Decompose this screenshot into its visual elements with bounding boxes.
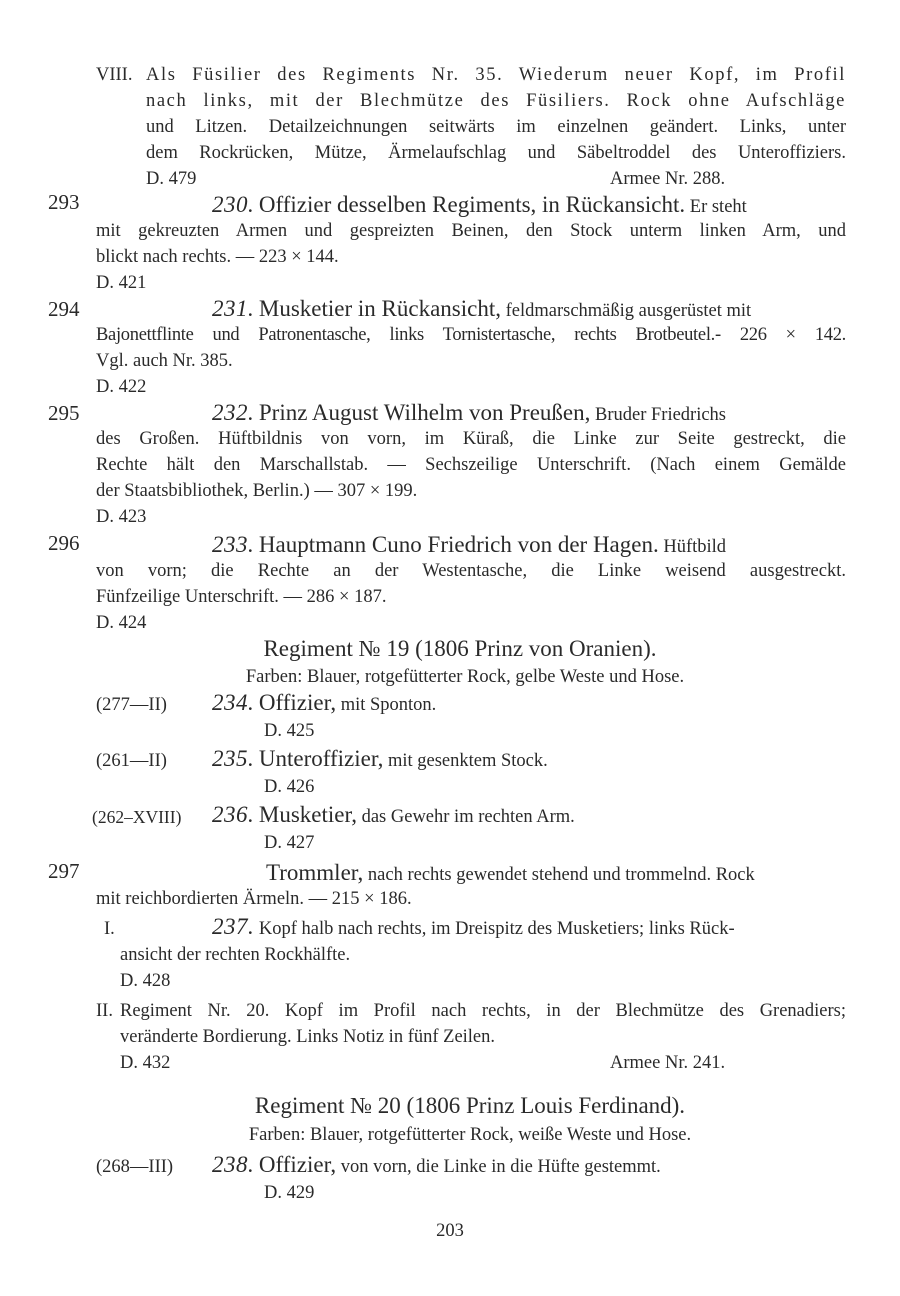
entry-text: Kopf halb nach rechts, im Dreispitz des Musketiers; links Rück-	[258, 919, 735, 939]
entry-294-dnum: D. 422	[96, 377, 147, 397]
entry-text: feldmarschmäßig ausgerüstet mit	[505, 301, 752, 321]
entry-238-head	[212, 1152, 661, 1180]
entry-text: mit Sponton.	[340, 695, 437, 715]
entry-295-line: der Staatsbibliothek, Berlin.) — 307 × 199.	[96, 481, 418, 501]
entry-295-head	[212, 400, 726, 428]
entry-293-line: mit gekreuzten Armen und gespreizten Beinen, den Stock unterm linken Arm, und	[96, 221, 846, 241]
entry-text: Bruder Friedrichs	[595, 405, 727, 425]
catalog-number: 230.	[212, 192, 255, 217]
entry-294-line: Vgl. auch Nr. 385.	[96, 351, 233, 371]
entry-number-293: 293	[48, 190, 80, 214]
entry-297-line: mit reichbordierten Ärmeln. — 215 × 186.	[96, 889, 412, 909]
entry-title: Trommler,	[266, 860, 364, 885]
entry-title: Offizier,	[258, 690, 337, 715]
entry-viii-label: VIII.	[96, 65, 133, 85]
entry-236-dnum: D. 427	[264, 833, 315, 853]
entry-number-295: 295	[48, 401, 80, 425]
entry-235-head	[212, 746, 548, 774]
entry-297-ii-dnum: D. 432	[120, 1053, 171, 1073]
entry-number-297: 297	[48, 859, 80, 883]
item-ref: (262–XVIII)	[92, 807, 182, 827]
entry-238-dnum: D. 429	[264, 1183, 315, 1203]
entry-234-head	[212, 690, 436, 718]
entry-text: nach rechts gewendet stehend und trommelnd. Rock	[367, 865, 755, 885]
entry-number-294: 294	[48, 297, 80, 321]
entry-237-dnum: D. 428	[120, 971, 171, 991]
entry-296-head	[212, 532, 726, 560]
section-heading: Regiment № 19 (1806 Prinz von Oranien).	[263, 636, 657, 661]
section-colors: Farben: Blauer, rotgefütterter Rock, gelbe Weste und Hose.	[245, 667, 685, 687]
item-ref: (277—II)	[96, 695, 167, 715]
entry-text: mit gesenktem Stock.	[387, 751, 548, 771]
entry-viii-line: und Litzen. Detailzeichnungen seitwärts im einzelnen geändert. Links, unter	[146, 117, 846, 137]
entry-297-ii-line: Regiment Nr. 20. Kopf im Profil nach rechts, in der Blechmütze des Grenadiers;	[120, 1001, 846, 1021]
page-number: 203	[436, 1221, 464, 1241]
entry-235-dnum: D. 426	[264, 777, 315, 797]
entry-title: Prinz August Wilhelm von Preußen,	[258, 400, 591, 425]
catalog-number: 235.	[212, 746, 255, 771]
entry-293-dnum: D. 421	[96, 273, 147, 293]
entry-237-line: ansicht der rechten Rockhälfte.	[120, 945, 351, 965]
entry-text: das Gewehr im rechten Arm.	[361, 807, 575, 827]
entry-297-head	[266, 860, 755, 888]
item-ref: (268—III)	[96, 1157, 174, 1177]
entry-title: Musketier in Rückansicht,	[258, 296, 501, 321]
entry-number-296: 296	[48, 531, 80, 555]
entry-text: Hüftbild	[663, 537, 727, 557]
entry-234-dnum: D. 425	[264, 721, 315, 741]
subentry-label: II.	[96, 1001, 113, 1021]
entry-295-line: des Großen. Hüftbildnis von vorn, im Küraß, die Linke zur Seite gestreckt, die	[96, 429, 846, 449]
entry-296-dnum: D. 424	[96, 613, 147, 633]
catalog-number: 238.	[212, 1152, 255, 1177]
section-heading: Regiment № 20 (1806 Prinz Louis Ferdinand).	[254, 1093, 686, 1118]
entry-viii-line: dem Rockrücken, Mütze, Ärmelaufschlag und Säbeltroddel des Unteroffiziers.	[146, 143, 846, 163]
entry-text: von vorn, die Linke in die Hüfte gestemmt.	[340, 1157, 661, 1177]
entry-295-dnum: D. 423	[96, 507, 147, 527]
entry-293-line: blickt nach rechts. — 223 × 144.	[96, 247, 339, 267]
catalog-number: 236.	[212, 802, 255, 827]
entry-297-ii-line: veränderte Bordierung. Links Notiz in fünf Zeilen.	[120, 1027, 496, 1047]
subentry-label: I.	[104, 919, 115, 939]
entry-title: Musketier,	[258, 802, 357, 827]
entry-296-line: Fünfzeilige Unterschrift. — 286 × 187.	[96, 587, 387, 607]
entry-293-head	[212, 192, 747, 220]
catalog-number: 232.	[212, 400, 255, 425]
catalog-number: 231.	[212, 296, 255, 321]
entry-viii-dnum: D. 479	[146, 169, 197, 189]
catalog-number: 233.	[212, 532, 255, 557]
section-colors: Farben: Blauer, rotgefütterter Rock, weiße Weste und Hose.	[248, 1125, 692, 1145]
entry-title: Offizier desselben Regiments, in Rückansicht.	[258, 192, 686, 217]
entry-title: Offizier,	[258, 1152, 337, 1177]
entry-title: Unteroffizier,	[258, 746, 384, 771]
entry-viii-line: Als Füsilier des Regiments Nr. 35. Wiederum neuer Kopf, im Profil	[146, 65, 846, 85]
entry-297-ii-armee: Armee Nr. 241.	[610, 1053, 726, 1073]
entry-294-head	[212, 296, 751, 324]
entry-296-line: von vorn; die Rechte an der Westentasche, die Linke weisend ausgestreckt.	[96, 561, 846, 581]
entry-237-head	[212, 914, 735, 942]
entry-text: Er steht	[689, 197, 747, 217]
entry-295-line: Rechte hält den Marschallstab. — Sechszeilige Unterschrift. (Nach einem Gemälde	[96, 455, 846, 475]
entry-viii-line: nach links, mit der Blechmütze des Füsiliers. Rock ohne Aufschläge	[146, 91, 846, 111]
entry-viii-armee: Armee Nr. 288.	[610, 169, 726, 189]
catalog-number: 234.	[212, 690, 255, 715]
item-ref: (261—II)	[96, 751, 167, 771]
entry-294-line: Bajonettflinte und Patronentasche, links Tornistertasche, rechts Brotbeutel.- 226 × 142.	[96, 325, 846, 345]
entry-title: Hauptmann Cuno Friedrich von der Hagen.	[258, 532, 659, 557]
catalog-number: 237.	[212, 914, 255, 939]
entry-236-head	[212, 802, 575, 830]
